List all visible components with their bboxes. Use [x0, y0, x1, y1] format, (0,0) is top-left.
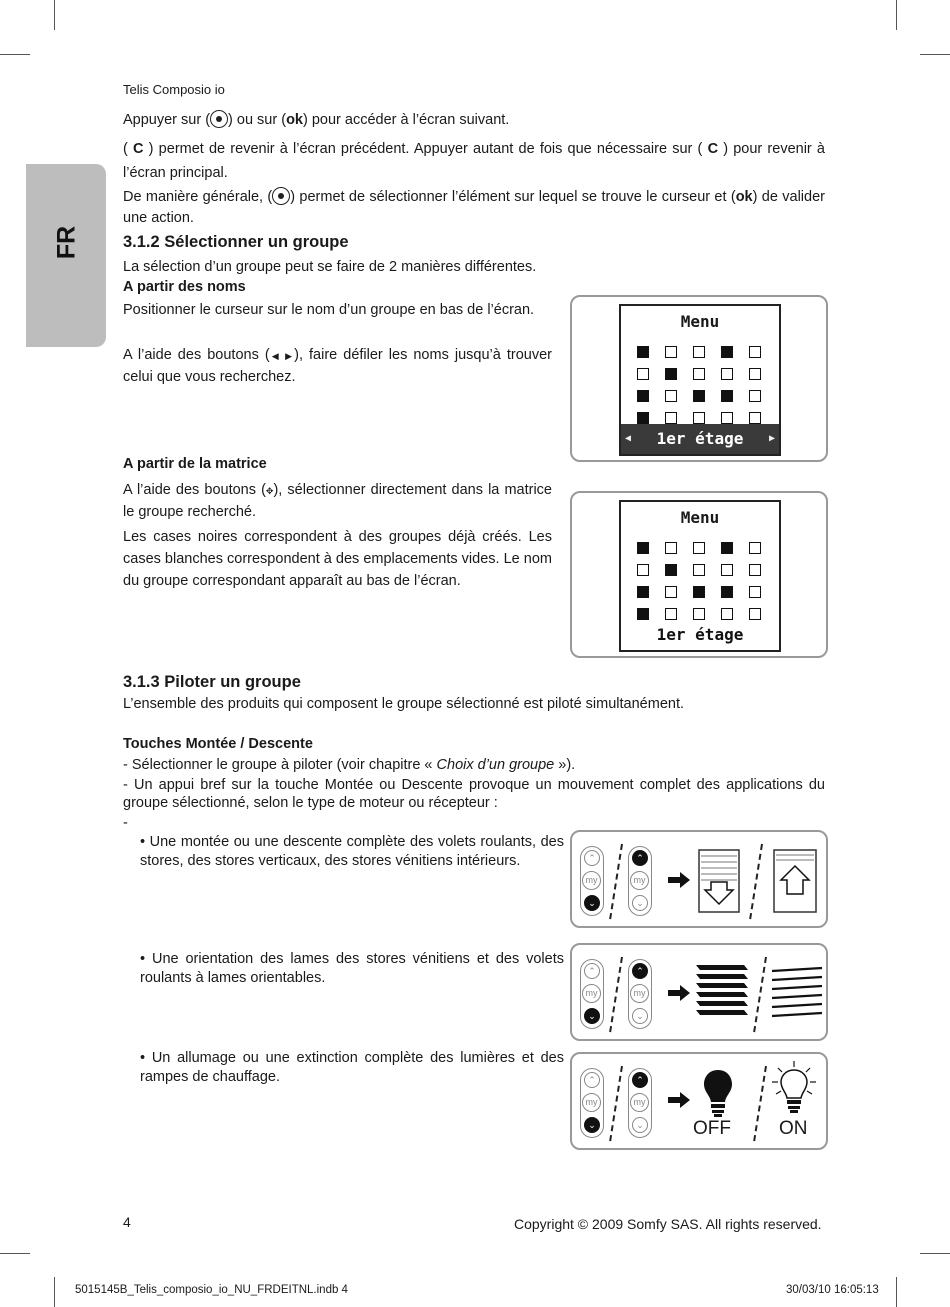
bullet-item-2: • Une orientation des lames des stores vénitiens et des volets roulants à lames orientables.: [140, 951, 564, 986]
group-cell-empty: [749, 346, 761, 358]
screen-illustration-matrix: [570, 491, 828, 658]
my-button-icon: my: [582, 871, 601, 890]
menu-title: Menu: [680, 508, 720, 527]
group-name-bar: [621, 424, 779, 454]
subsection-title: A partir des noms: [123, 279, 246, 295]
up-button-icon: ⌃: [632, 1072, 648, 1088]
section-title: 3.1.2 Sélectionner un groupe: [123, 233, 349, 251]
group-cell-empty: [665, 586, 677, 598]
matrix-paragraph-2: Les cases noires correspondent à des groupes déjà créés. Les cases blanches correspondent à des emplacements vides. Le nom du groupe correspondant apparaît au bas de l’écran.: [123, 529, 552, 589]
group-cell-empty: [665, 390, 677, 402]
group-cell-empty: [665, 542, 677, 554]
remote-control-icon: [580, 846, 604, 916]
group-cell-empty: [721, 412, 733, 424]
crop-mark: [896, 0, 897, 30]
slash-separator: [748, 842, 764, 922]
blinds-open-icon: [770, 965, 824, 1023]
group-cell-empty: [665, 412, 677, 424]
slash-separator: [752, 1064, 768, 1144]
group-cell-empty: [665, 346, 677, 358]
up-button-icon: ⌃: [584, 963, 600, 979]
slug-date: 30/03/10 16:05:13: [786, 1284, 879, 1296]
group-cell-empty: [721, 564, 733, 576]
language-tab: [26, 164, 106, 347]
group-cell-filled: [693, 586, 705, 598]
remote-control-icon: [580, 959, 604, 1029]
bullet-item-3: • Un allumage ou une extinction complète des lumières et des rampes de chauffage.: [140, 1050, 564, 1085]
group-cell-empty: [749, 608, 761, 620]
crop-mark: [920, 54, 950, 55]
crop-mark: [0, 54, 30, 55]
group-cell-empty: [665, 608, 677, 620]
light-bulb-on-icon: [770, 1060, 818, 1118]
down-button-icon: ⌄: [584, 895, 600, 911]
group-cell-filled: [665, 564, 677, 576]
group-cell-filled: [693, 390, 705, 402]
group-cell-filled: [637, 346, 649, 358]
my-button-icon: my: [630, 1093, 649, 1112]
illustration-lights: [570, 1052, 828, 1150]
group-cell-empty: [749, 390, 761, 402]
four-way-arrows-icon: ✥: [265, 486, 274, 496]
intro-paragraph-3: De manière générale, ( ) permet de sélectionner l’élément sur lequel se trouve le curseur et (ok) de valider une action.: [123, 189, 825, 226]
light-bulb-off-icon: [702, 1068, 734, 1118]
group-cell-filled: [721, 346, 733, 358]
on-label: ON: [779, 1118, 808, 1139]
group-matrix: [637, 346, 761, 424]
group-cell-filled: [637, 412, 649, 424]
section-lead: L’ensemble des produits qui composent le groupe sélectionné est piloté simultanément.: [123, 696, 685, 712]
group-cell-filled: [637, 608, 649, 620]
up-button-icon: ⌃: [632, 850, 648, 866]
group-cell-empty: [693, 564, 705, 576]
dash-item-1: - Sélectionner le groupe à piloter (voir chapitre « Choix d’un groupe »).: [123, 757, 576, 773]
shutter-down-icon: [697, 848, 741, 914]
names-paragraph-2: A l’aide des boutons (◀ ▶), faire défiler les noms jusqu’à trouver celui que vous recherchez.: [123, 347, 552, 385]
language-label: FR: [52, 225, 81, 260]
dash-item-2: - Un appui bref sur la touche Montée ou Descente provoque un mouvement complet des applications du groupe sélectionné, selon le type de moteur ou récepteur :: [123, 777, 825, 811]
right-arrow-icon: ▶: [768, 433, 775, 444]
down-button-icon: ⌄: [632, 1117, 648, 1133]
group-cell-empty: [749, 368, 761, 380]
group-cell-empty: [721, 608, 733, 620]
up-button-icon: ⌃: [584, 850, 600, 866]
arrow-right-icon: [666, 870, 692, 890]
group-cell-empty: [749, 542, 761, 554]
my-button-icon: my: [582, 1093, 601, 1112]
group-cell-empty: [693, 608, 705, 620]
crop-mark: [54, 0, 55, 30]
group-cell-empty: [693, 346, 705, 358]
slug-file: 5015145B_Telis_composio_io_NU_FRDEITNL.indb 4: [75, 1284, 348, 1296]
down-button-icon: ⌄: [632, 1008, 648, 1024]
group-cell-filled: [637, 542, 649, 554]
down-button-icon: ⌄: [584, 1008, 600, 1024]
group-cell-empty: [637, 368, 649, 380]
group-cell-empty: [693, 368, 705, 380]
group-cell-filled: [637, 390, 649, 402]
left-arrow-icon: ◀: [625, 433, 632, 444]
page-number: 4: [123, 1214, 131, 1230]
blinds-closed-icon: [694, 961, 750, 1023]
crop-mark: [54, 1277, 55, 1307]
illustration-blinds: [570, 943, 828, 1041]
section-lead: La sélection d’un groupe peut se faire de 2 manières différentes.: [123, 259, 537, 275]
group-cell-filled: [721, 390, 733, 402]
illustration-shutters: [570, 830, 828, 928]
group-cell-filled: [721, 586, 733, 598]
group-cell-filled: [721, 542, 733, 554]
names-paragraph-1: Positionner le curseur sur le nom d’un groupe en bas de l’écran.: [123, 302, 535, 318]
down-button-icon: ⌄: [632, 895, 648, 911]
intro-paragraph-1: Appuyer sur ( ) ou sur (ok) pour accéder à l’écran suivant.: [123, 112, 510, 128]
remote-control-icon: [580, 1068, 604, 1138]
matrix-paragraph-1: A l’aide des boutons (✥), sélectionner directement dans la matrice le groupe recherché.: [123, 482, 552, 520]
crop-mark: [0, 1253, 30, 1254]
slash-separator: [608, 842, 624, 922]
group-cell-filled: [637, 586, 649, 598]
remote-control-icon: [628, 1068, 652, 1138]
slash-separator: [608, 955, 624, 1035]
running-header: Telis Composio io: [123, 82, 225, 97]
group-name: 1er étage: [656, 625, 744, 644]
my-button-icon: my: [630, 871, 649, 890]
group-cell-empty: [637, 564, 649, 576]
subsection-title: A partir de la matrice: [123, 456, 267, 472]
group-name: 1er étage: [656, 429, 744, 448]
group-cell-empty: [749, 564, 761, 576]
arrow-right-icon: [666, 983, 692, 1003]
left-right-arrows-icon: ◀ ▶: [269, 351, 295, 361]
screen-illustration-names: [570, 295, 828, 462]
section-title: 3.1.3 Piloter un groupe: [123, 673, 301, 691]
crop-mark: [896, 1277, 897, 1307]
up-button-icon: ⌃: [584, 1072, 600, 1088]
group-cell-empty: [749, 412, 761, 424]
up-button-icon: ⌃: [632, 963, 648, 979]
arrow-right-icon: [666, 1090, 692, 1110]
dash-item-3: -: [123, 815, 128, 831]
crop-mark: [920, 1253, 950, 1254]
lcd-screen: [619, 500, 781, 652]
group-cell-empty: [721, 368, 733, 380]
group-cell-filled: [665, 368, 677, 380]
group-cell-empty: [749, 586, 761, 598]
down-button-icon: ⌄: [584, 1117, 600, 1133]
nav-pad-icon: [210, 110, 228, 128]
slash-separator: [752, 955, 768, 1035]
group-cell-empty: [693, 542, 705, 554]
bullet-item-1: • Une montée ou une descente complète des volets roulants, des stores, des stores verticaux, des stores vénitiens intérieurs.: [140, 834, 564, 869]
menu-title: Menu: [680, 312, 720, 331]
remote-control-icon: [628, 846, 652, 916]
subsection-title: Touches Montée / Descente: [123, 736, 313, 752]
group-matrix: [637, 542, 761, 620]
my-button-icon: my: [582, 984, 601, 1003]
copyright: Copyright © 2009 Somfy SAS. All rights reserved.: [514, 1216, 822, 1232]
nav-pad-icon: [272, 187, 290, 205]
shutter-up-icon: [772, 848, 818, 914]
lcd-screen: [619, 304, 781, 456]
remote-control-icon: [628, 959, 652, 1029]
my-button-icon: my: [630, 984, 649, 1003]
group-cell-empty: [693, 412, 705, 424]
off-label: OFF: [693, 1118, 731, 1139]
slash-separator: [608, 1064, 624, 1144]
intro-paragraph-2: ( C ) permet de revenir à l’écran précédent. Appuyer autant de fois que nécessaire sur ( C ) pour revenir à l’écran principal.: [123, 141, 825, 181]
